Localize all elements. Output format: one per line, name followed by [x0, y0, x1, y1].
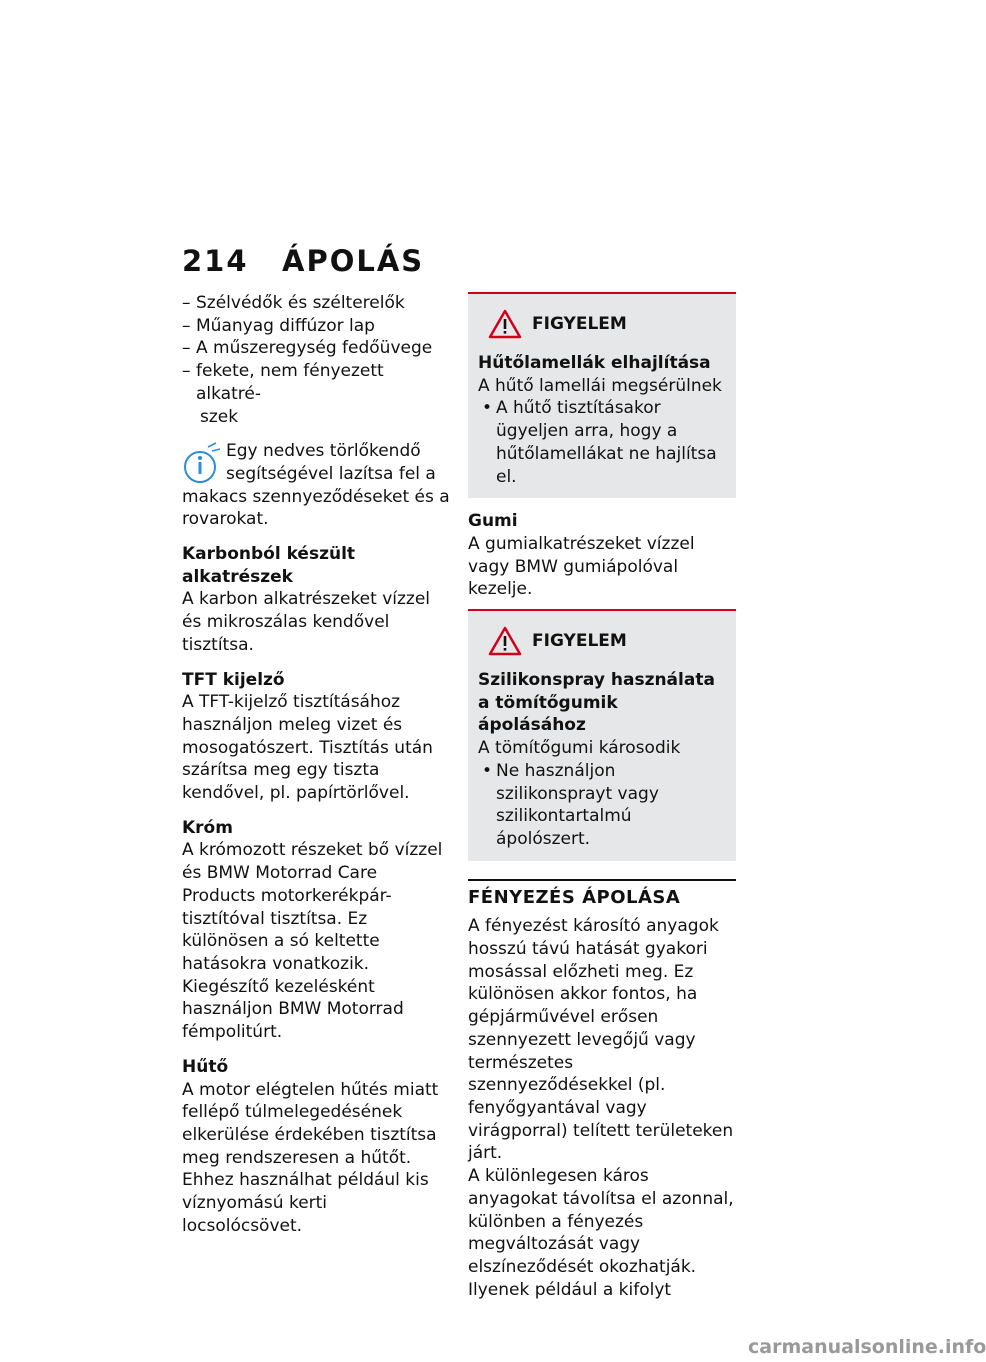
info-icon — [182, 441, 222, 485]
list-item: – Műanyag diffúzor lap — [182, 315, 450, 338]
warning-triangle-icon — [488, 626, 522, 656]
info-note — [182, 440, 450, 531]
warning-header — [478, 304, 726, 344]
section-title-carbon: Karbonból készült alkatrészek — [182, 544, 356, 587]
list-item: – Szélvédők és szélterelők — [182, 292, 450, 315]
section-heading-paint-care: FÉNYEZÉS ÁPOLÁSA — [468, 886, 681, 908]
warning-label: FIGYELEM — [532, 630, 627, 651]
page-number: 214 — [182, 244, 249, 278]
paint-care-paragraph-1: A fényezést károsító anyagok hosszú távú hatását gyakori mosással előzheti meg. Ez különösen akkor fontos, ha gépjárművével erősen szennyezett levegőjű vagy természetes szennyeződésekkel (pl. fenyőgyantával vagy virágporral) telített területeken járt. — [468, 916, 734, 1164]
item-list — [182, 292, 450, 428]
warning-header — [478, 621, 726, 661]
warning-title: Szilikonspray használata a tömítőgumik ápolásához — [478, 670, 715, 736]
warning-title: Hűtőlamellák elhajlítása — [478, 353, 711, 373]
section-title-tft: TFT kijelző — [182, 669, 285, 690]
page-title: ÁPOLÁS — [282, 244, 425, 278]
page-header — [182, 244, 424, 278]
section-title-radiator: Hűtő — [182, 1056, 229, 1077]
section-body-rubber: A gumialkatrészeket vízzel vagy BMW gumiápolóval kezelje. — [468, 533, 695, 600]
warning-box-silicone — [468, 609, 736, 861]
paint-care-section — [468, 879, 736, 1302]
warning-text: A tömítőgumi károsodik — [478, 738, 681, 759]
info-text: Egy nedves törlőkendő segítségével lazítsa fel a makacs szennyeződéseket és a rovarokat. — [182, 441, 450, 530]
section-body-tft: A TFT-kijelző tisztításához használjon meleg vizet és mosogatószert. Tisztítás után szárítsa meg egy tiszta kendővel, pl. papírtörlővel. — [182, 692, 433, 804]
list-item: – fekete, nem fényezett alkatré- szek — [182, 360, 450, 428]
warning-text: A hűtő lamellái megsérülnek — [478, 375, 722, 396]
paint-care-paragraph-2: A különlegesen káros anyagokat távolítsa el azonnal, különben a fényezés megváltozását vagy elszíneződését okozhatják. Ilyenek például a kifolyt — [468, 1166, 734, 1300]
warning-bullet: • Ne használjon szilikonsprayt vagy szilikontartalmú ápolószert. — [478, 760, 726, 851]
section-body-radiator: A motor elégtelen hűtés miatt fellépő túlmelegedésének elkerülése érdekében tisztítsa meg rendszeresen a hűtőt. — [182, 1079, 439, 1168]
left-column — [182, 292, 450, 1237]
warning-triangle-icon — [488, 309, 522, 339]
section-title-chrome: Króm — [182, 817, 233, 838]
section-body-carbon: A karbon alkatrészeket vízzel és mikroszálas kendővel tisztítsa. — [182, 589, 431, 655]
watermark: carmanualsonline.info — [748, 1336, 986, 1358]
section-title-rubber: Gumi — [468, 511, 518, 532]
warning-box-radiator — [468, 292, 736, 498]
section-body-chrome: A krómozott részeket bő vízzel és BMW Motorrad Care Products motorkerékpár-tisztítóval tisztítsa. Ez különösen a só keltette hatásokra vonatkozik. Kiegészítő kezelésként használjon BMW Motorrad fémpolitúrt. — [182, 840, 443, 1043]
section-body-radiator-2: Ehhez használhat például kis víznyomású kerti locsolócsövet. — [182, 1170, 429, 1236]
warning-label: FIGYELEM — [532, 313, 627, 334]
right-column — [468, 292, 736, 1301]
warning-bullet: • A hűtő tisztításakor ügyeljen arra, hogy a hűtőlamellákat ne hajlítsa el. — [478, 397, 726, 488]
list-item: – A műszeregység fedőüvege — [182, 337, 450, 360]
